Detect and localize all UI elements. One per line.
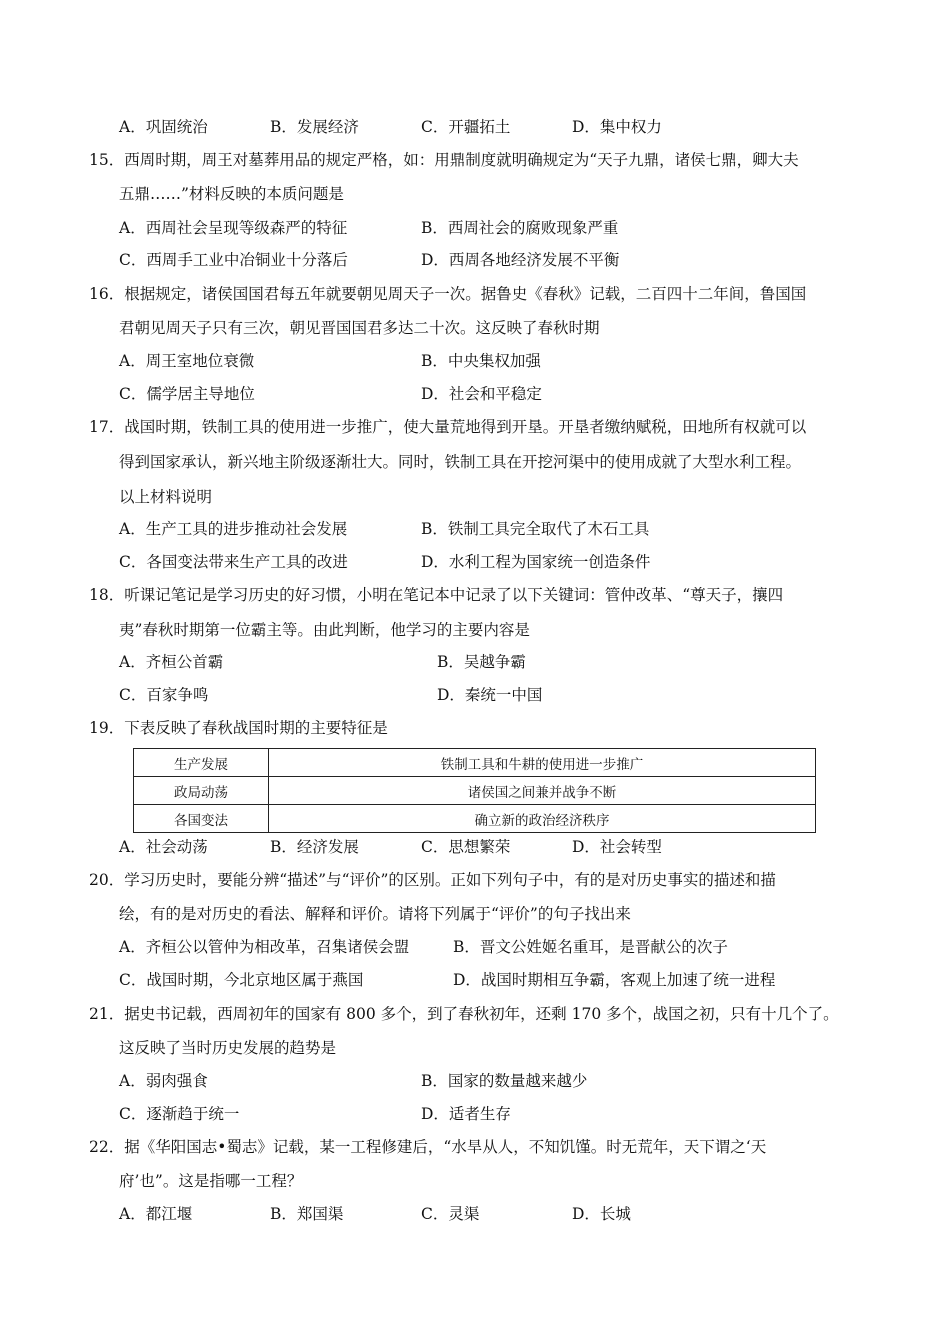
q14-option-d: D．集中权力 (572, 118, 662, 136)
q17-option-b: B．铁制工具完全取代了木石工具 (421, 520, 650, 538)
q15-stem-line2: 五鼎……”材料反映的本质问题是 (119, 185, 344, 203)
q22-option-d: D．长城 (572, 1205, 631, 1223)
q20-option-c: C．战国时期，今北京地区属于燕国 (119, 971, 364, 989)
q16-stem-line2: 君朝见周天子只有三次，朝见晋国国君多达二十次。这反映了春秋时期 (119, 319, 600, 337)
q21-option-d: D．适者生存 (421, 1105, 511, 1123)
q19-option-b: B．经济发展 (270, 838, 359, 856)
q19-feature-table (133, 748, 816, 833)
q15-option-a: A．西周社会呈现等级森严的特征 (119, 219, 348, 237)
q19-option-c: C．思想繁荣 (421, 838, 511, 856)
q19-option-d: D．社会转型 (572, 838, 662, 856)
q16-option-b: B．中央集权加强 (421, 352, 541, 370)
q17-option-a: A．生产工具的进步推动社会发展 (119, 520, 348, 538)
q18-stem-line2: 夷”春秋时期第一位霸主等。由此判断，他学习的主要内容是 (119, 621, 530, 639)
q14-option-c: C．开疆拓土 (421, 118, 511, 136)
q15-option-b: B．西周社会的腐败现象严重 (421, 219, 619, 237)
q19-option-a: A．社会动荡 (119, 838, 208, 856)
q16-option-a: A．周王室地位衰微 (119, 352, 255, 370)
q17-stem-line1: 17．战国时期，铁制工具的使用进一步推广，使大量荒地得到开垦。开垦者缴纳赋税，田地所有权就可以 (89, 418, 807, 436)
q20-option-b: B．晋文公姓姬名重耳，是晋献公的次子 (453, 938, 728, 956)
table-key: 各国变法 (134, 805, 269, 833)
q14-option-a: A．巩固统治 (119, 118, 208, 136)
table-row (134, 749, 816, 777)
q17-option-c: C．各国变法带来生产工具的改进 (119, 553, 348, 571)
q21-stem-line1: 21．据史书记载，西周初年的国家有 800 多个，到了春秋初年，还剩 170 多个，战国之初，只有十几个了。 (89, 1005, 839, 1023)
q17-stem-line2: 得到国家承认，新兴地主阶级逐渐壮大。同时，铁制工具在开挖河渠中的使用成就了大型水利工程。 (119, 453, 802, 471)
q20-option-d: D．战国时期相互争霸，客观上加速了统一进程 (453, 971, 776, 989)
table-value: 确立新的政治经济秩序 (269, 805, 816, 833)
q16-option-d: D．社会和平稳定 (421, 385, 542, 403)
q15-option-c: C．西周手工业中冶铜业十分落后 (119, 251, 348, 269)
q20-stem-line1: 20．学习历史时，要能分辨“描述”与“评价”的区别。正如下列句子中，有的是对历史事实的描述和描 (89, 871, 776, 889)
q20-option-a: A．齐桓公以管仲为相改革，召集诸侯会盟 (119, 938, 410, 956)
q15-option-d: D．西周各地经济发展不平衡 (421, 251, 620, 269)
q16-stem-line1: 16．根据规定，诸侯国国君每五年就要朝见周天子一次。据鲁史《春秋》记载，二百四十二年间，鲁国国 (89, 285, 807, 303)
q17-option-d: D．水利工程为国家统一创造条件 (421, 553, 651, 571)
q22-option-c: C．灵渠 (421, 1205, 480, 1223)
q18-option-c: C．百家争鸣 (119, 686, 209, 704)
table-row (134, 777, 816, 805)
q18-option-a: A．齐桓公首霸 (119, 653, 224, 671)
table-value: 诸侯国之间兼并战争不断 (269, 777, 816, 805)
q22-stem-line1: 22．据《华阳国志•蜀志》记载，某一工程修建后，“水旱从人，不知饥馑。时无荒年，天下谓之‘天 (89, 1138, 767, 1156)
q21-option-b: B．国家的数量越来越少 (421, 1072, 588, 1090)
q20-stem-line2: 绘，有的是对历史的看法、解释和评价。请将下列属于“评价”的句子找出来 (119, 905, 631, 923)
q18-option-b: B．吴越争霸 (437, 653, 526, 671)
table-value: 铁制工具和牛耕的使用进一步推广 (269, 749, 816, 777)
table-row (134, 805, 816, 833)
q19-stem: 19．下表反映了春秋战国时期的主要特征是 (89, 719, 388, 737)
q21-option-c: C．逐渐趋于统一 (119, 1105, 240, 1123)
q17-stem-line3: 以上材料说明 (119, 488, 213, 506)
q15-stem-line1: 15．西周时期，周王对墓葬用品的规定严格，如：用鼎制度就明确规定为“天子九鼎，诸侯七鼎，卿大夫 (89, 151, 799, 169)
q18-stem-line1: 18．听课记笔记是学习历史的好习惯，小明在笔记本中记录了以下关键词：管仲改革、“尊天子，攘四 (89, 586, 784, 604)
q18-option-d: D．秦统一中国 (437, 686, 543, 704)
table-key: 政局动荡 (134, 777, 269, 805)
q21-option-a: A．弱肉强食 (119, 1072, 208, 1090)
table-key: 生产发展 (134, 749, 269, 777)
q14-option-b: B．发展经济 (270, 118, 359, 136)
q21-stem-line2: 这反映了当时历史发展的趋势是 (119, 1039, 337, 1057)
q22-stem-line2: 府’也”。这是指哪一工程？ (119, 1172, 303, 1190)
q22-option-a: A．都江堰 (119, 1205, 193, 1223)
q22-option-b: B．郑国渠 (270, 1205, 344, 1223)
q16-option-c: C．儒学居主导地位 (119, 385, 255, 403)
